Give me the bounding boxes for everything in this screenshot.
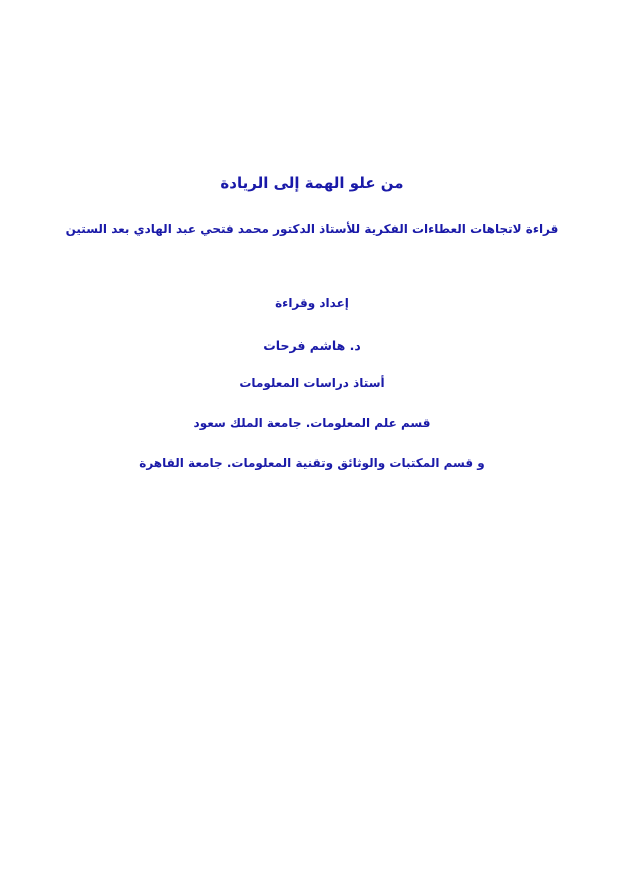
prepared-by-label: إعداد وقراءة [275,296,349,310]
document-title: من علو الهمة إلى الريادة [220,174,404,192]
affiliation-line-2: و قسم المكتبات والوثائق وتقنية المعلومات. جامعة القاهرة [139,456,485,470]
author-position: أستاذ دراسات المعلومات [239,376,385,390]
affiliation-line-1: قسم علم المعلومات. جامعة الملك سعود [193,416,431,430]
document-subtitle: قراءة لاتجاهات العطاءات الفكرية للأستاذ الدكتور محمد فتحي عبد الهادي بعد الستين [65,222,559,236]
author-name: د. هاشم فرحات [263,338,361,353]
